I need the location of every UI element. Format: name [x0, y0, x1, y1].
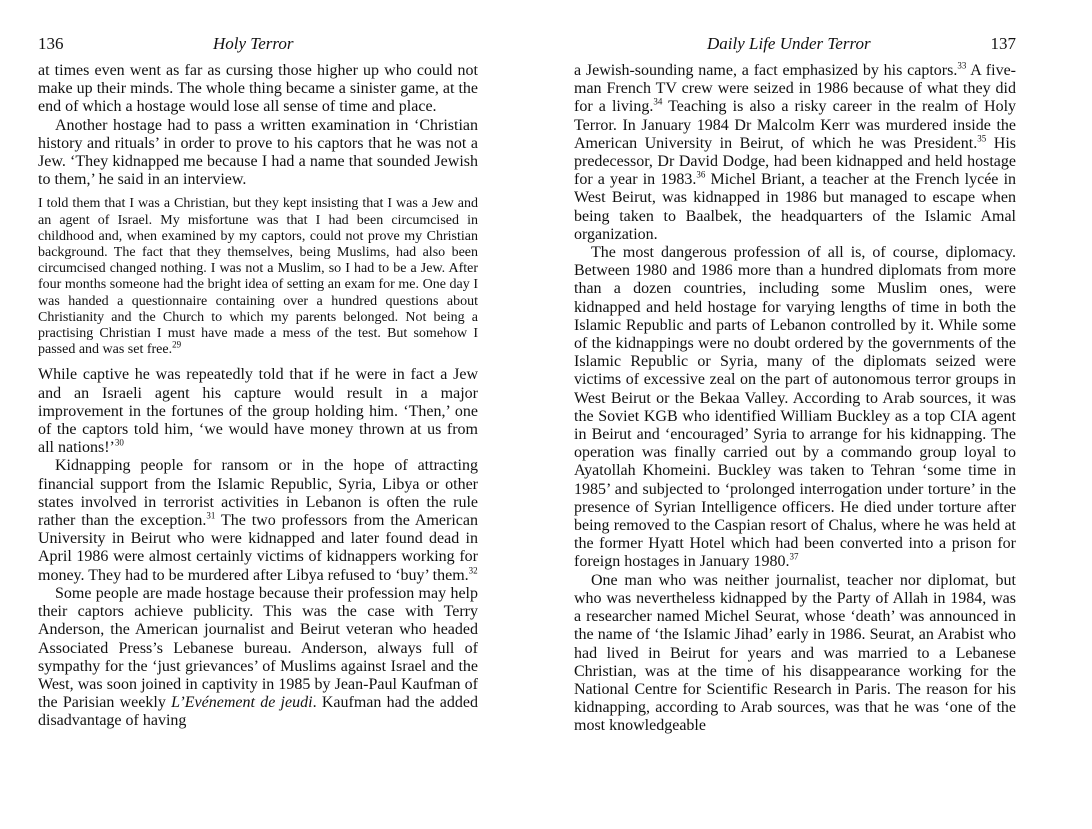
- running-head: Holy Terror: [213, 34, 294, 53]
- footnote-ref: 33: [957, 60, 967, 71]
- footnote-ref: 37: [789, 552, 799, 563]
- paragraph-text: a Jewish-sounding name, a fact emphasized by his captors.: [574, 62, 958, 79]
- paragraph-text: A five-man French TV crew were seized in 1986 because of what they did for a living.: [574, 62, 1016, 116]
- paragraph-text: . Kaufman had the added disadvantage of having: [38, 694, 479, 730]
- footnote-ref: 36: [696, 169, 706, 180]
- left-page-body: [38, 62, 478, 731]
- paragraph-text: While captive he was repeatedly told that if he were in fact a Jew and an Israeli agent his capture would result in a major improvement in the fortunes of the group holding him. ‘Then,’ one of the captors told him, ‘we would have money thrown at us from all nations!’: [38, 366, 478, 457]
- footnote-ref: 30: [114, 437, 124, 448]
- left-page-header: [38, 34, 478, 56]
- footnote-ref: 29: [172, 339, 182, 350]
- paragraph-text: The most dangerous profession of all is, of course, diplomacy. Between 1980 and 1986 more than a hundred diplomats from more than a dozen countries, including some Muslim ones, were kidnapped and held hostage for varying lengths of time in both the Islamic Republic and parts of Lebanon controlled by it. While some of the kidnappings were no doubt ordered by the governments of the Islamic Republic or Syria, many of the diplomats seized were victims of excessive zeal on the part of autonomous terror groups in West Beirut or the Bekaa Valley. According to Arab sources, it was the Soviet KGB who identified William Buckley as a top CIA agent in Beirut and ‘encouraged’ Syria to arrange for his kidnapping. The operation was finally carried out by a commando group loyal to Ayatollah Khomeini. Buckley was taken to Tehran ‘some time in 1985’ and subjected to ‘prolonged interrogation under torture’ in the presence of Syrian Intelligence officers. He died under torture after being removed to the Caspian resort of Chalus, where he was held at the former Hyatt Hotel which had been converted into a prison for foreign hostages in January 1980.: [574, 244, 1016, 571]
- publication-title: L’Evénement de jeudi: [171, 694, 313, 712]
- running-head: Daily Life Under Terror: [707, 34, 871, 53]
- footnote-ref: 35: [977, 133, 987, 144]
- block-quote: [38, 196, 478, 358]
- page-number: 136: [38, 34, 64, 53]
- paragraph: [574, 244, 1016, 572]
- right-page-body: [574, 62, 1016, 736]
- paragraph: [38, 366, 478, 457]
- paragraph: One man who was neither journalist, teacher nor diplomat, but who was nevertheless kidnapped by the Party of Allah in 1984, was a researcher named Michel Seurat, whose ‘death’ was announced in the name of ‘the Islamic Jihad’ early in 1986. Seurat, an Arabist who had lived in Beirut for years and was married to a Lebanese Christian, was at the time of his disappearance working for the National Centre for Scientific Research in Paris. The reason for his kidnapping, according to Arab sources, was that he was ‘one of the most knowledgeable: [574, 571, 1016, 735]
- block-quote-text: I told them that I was a Christian, but they kept insisting that I was a Jew and an agent of Israel. My misfortune was that I had been circumcised in childhood and, when examined by my captors, could not prove my Christian background. The fact that they themselves, being Muslims, had also been circumcised changed nothing. I was not a Muslim, so I had to be a Jew. After four months someone had the bright idea of setting an exam for me. One day I was handed a questionnaire containing over a hundred questions about Christianity and the Church to which my parents belonged. Not being a practising Christian I must have made a mess of the test. But somehow I passed and was set free.: [38, 196, 478, 358]
- paragraph: Another hostage had to pass a written examination in ‘Christian history and rituals’ in order to prove to his captors that he was not a Jew. ‘They kidnapped me because I had a name that sounded Jewish to them,’ he said in an interview.: [38, 116, 478, 189]
- paragraph-text: The two professors from the American University in Beirut who were kidnapped and later found dead in April 1986 were almost certainly victims of kidnappers working for money. They had to be murdered after Libya refused to ‘buy’ them.: [38, 512, 478, 584]
- footnote-ref: 34: [653, 97, 663, 108]
- paragraph: [38, 585, 478, 731]
- paragraph: [574, 62, 1016, 244]
- paragraph-text: Michel Briant, a teacher at the French lycée in West Beirut, was kidnapped in 1986 but managed to escape when being taken to Baalbek, the headquarters of the Islamic Amal organization.: [574, 171, 1017, 243]
- paragraph-text: Some people are made hostage because their profession may help their captors achieve publicity. This was the case with Terry Anderson, the American journalist and Beirut veteran who headed Associated Press’s Lebanese bureau. Anderson, always full of sympathy for the ‘just grievances’ of Muslims against Israel and the West, was soon joined in captivity in 1985 by Jean-Paul Kaufman of the Parisian weekly: [38, 584, 478, 712]
- paragraph: at times even went as far as cursing those higher up who could not make up their minds. The whole thing became a sinister game, at the end of which a hostage would lose all sense of time and place.: [38, 62, 478, 116]
- paragraph-text: His predecessor, Dr David Dodge, had been kidnapped and held hostage for a year in 1983.: [574, 134, 1016, 189]
- paragraph-text: Teaching is also a risky career in the realm of Holy Terror. In January 1984 Dr Malcolm Kerr was murdered inside the American University in Beirut, of which he was President.: [574, 98, 1017, 152]
- page-number: 137: [990, 34, 1016, 53]
- paragraph-text: Kidnapping people for ransom or in the hope of attracting financial support from the Islamic Republic, Syria, Libya or other states involved in terrorist activities in Lebanon is often the rule rather than the exception.: [38, 457, 478, 530]
- paragraph: [38, 457, 478, 584]
- right-page-header: [574, 34, 1016, 56]
- footnote-ref: 31: [206, 510, 216, 521]
- footnote-ref: 32: [468, 565, 478, 576]
